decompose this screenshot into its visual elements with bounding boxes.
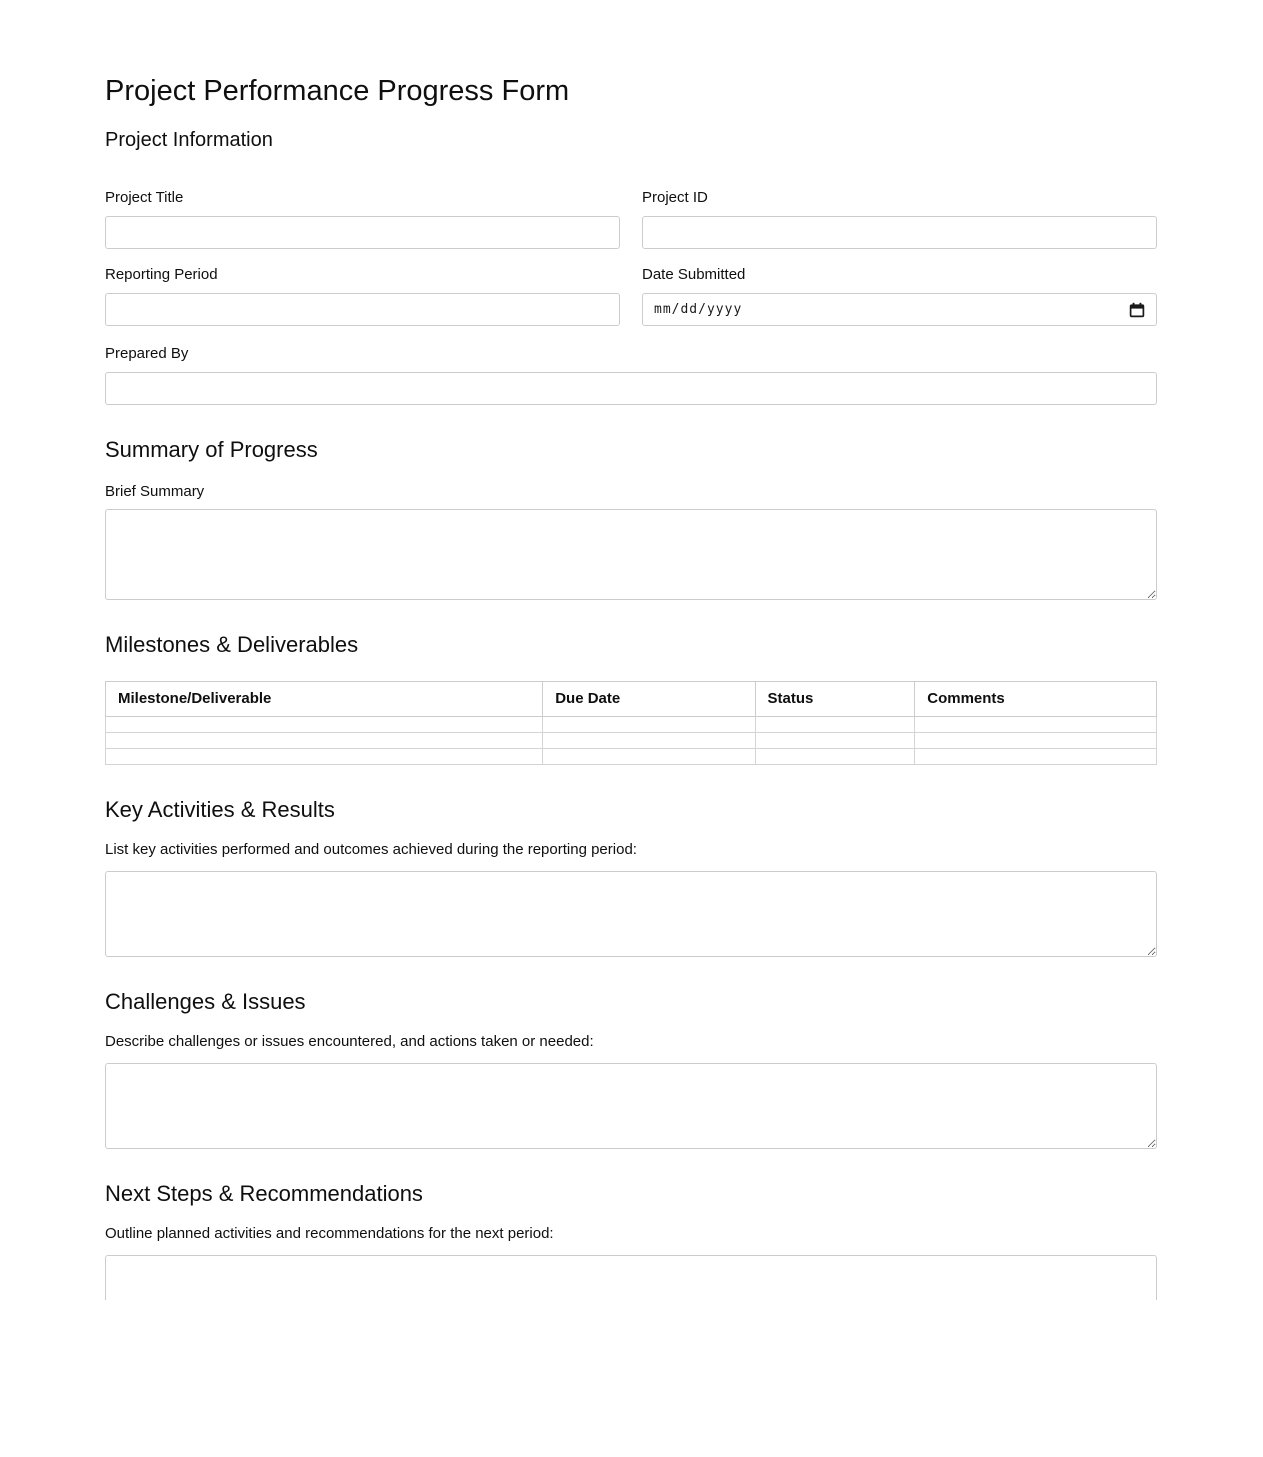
summary-section <box>105 435 1157 600</box>
date-submitted-input[interactable] <box>642 293 1157 326</box>
date-submitted-field <box>642 266 1157 326</box>
table-cell <box>543 717 755 733</box>
brief-summary-textarea[interactable] <box>105 509 1157 600</box>
date-placeholder: mm/dd/yyyy <box>654 302 743 317</box>
next-steps-textarea[interactable] <box>105 1255 1157 1300</box>
reporting-period-input[interactable] <box>105 293 620 326</box>
table-row <box>106 717 1157 733</box>
next-steps-section <box>105 1179 1157 1300</box>
milestones-table <box>105 681 1157 765</box>
section-heading-key-activities: Key Activities & Results <box>105 797 335 822</box>
date-submitted-label: Date Submitted <box>642 266 746 283</box>
table-cell <box>755 717 915 733</box>
next-steps-textarea-clip <box>105 1255 1157 1300</box>
project-id-input[interactable] <box>642 216 1157 249</box>
column-header-due-date: Due Date <box>543 682 755 717</box>
brief-summary-label: Brief Summary <box>105 483 205 500</box>
table-row <box>106 749 1157 765</box>
reporting-period-label: Reporting Period <box>105 266 218 283</box>
challenges-section <box>105 987 1157 1149</box>
table-cell <box>915 749 1157 765</box>
table-cell <box>755 733 915 749</box>
project-info-fields <box>105 189 1157 405</box>
table-cell <box>106 717 543 733</box>
table-cell <box>915 733 1157 749</box>
section-heading-milestones: Milestones & Deliverables <box>105 632 359 657</box>
project-title-label: Project Title <box>105 189 184 206</box>
prepared-by-field <box>105 345 1157 405</box>
table-cell <box>755 749 915 765</box>
section-heading-challenges: Challenges & Issues <box>105 989 306 1014</box>
challenges-textarea[interactable] <box>105 1063 1157 1149</box>
next-steps-prompt: Outline planned activities and recommendations for the next period: <box>105 1225 554 1242</box>
milestones-section <box>105 630 1157 765</box>
project-title-input[interactable] <box>105 216 620 249</box>
table-cell <box>543 733 755 749</box>
key-activities-section <box>105 795 1157 957</box>
table-cell <box>106 749 543 765</box>
key-activities-textarea[interactable] <box>105 871 1157 957</box>
prepared-by-input[interactable] <box>105 372 1157 405</box>
key-activities-prompt: List key activities performed and outcomes achieved during the reporting period: <box>105 841 637 858</box>
calendar-icon[interactable] <box>1129 302 1145 318</box>
challenges-prompt: Describe challenges or issues encountered, and actions taken or needed: <box>105 1033 594 1050</box>
table-header-row <box>106 682 1157 717</box>
section-heading-project-information: Project Information <box>105 129 273 151</box>
table-cell <box>543 749 755 765</box>
project-id-field <box>642 189 1157 249</box>
page-title: Project Performance Progress Form <box>105 75 570 107</box>
column-header-milestone: Milestone/Deliverable <box>106 682 543 717</box>
table-cell <box>915 717 1157 733</box>
project-id-label: Project ID <box>642 189 708 206</box>
column-header-comments: Comments <box>915 682 1157 717</box>
prepared-by-label: Prepared By <box>105 345 189 362</box>
project-title-field <box>105 189 620 249</box>
table-row <box>106 733 1157 749</box>
table-cell <box>106 733 543 749</box>
column-header-status: Status <box>755 682 915 717</box>
section-heading-summary: Summary of Progress <box>105 437 318 462</box>
section-heading-next-steps: Next Steps & Recommendations <box>105 1181 423 1206</box>
reporting-period-field <box>105 266 620 326</box>
